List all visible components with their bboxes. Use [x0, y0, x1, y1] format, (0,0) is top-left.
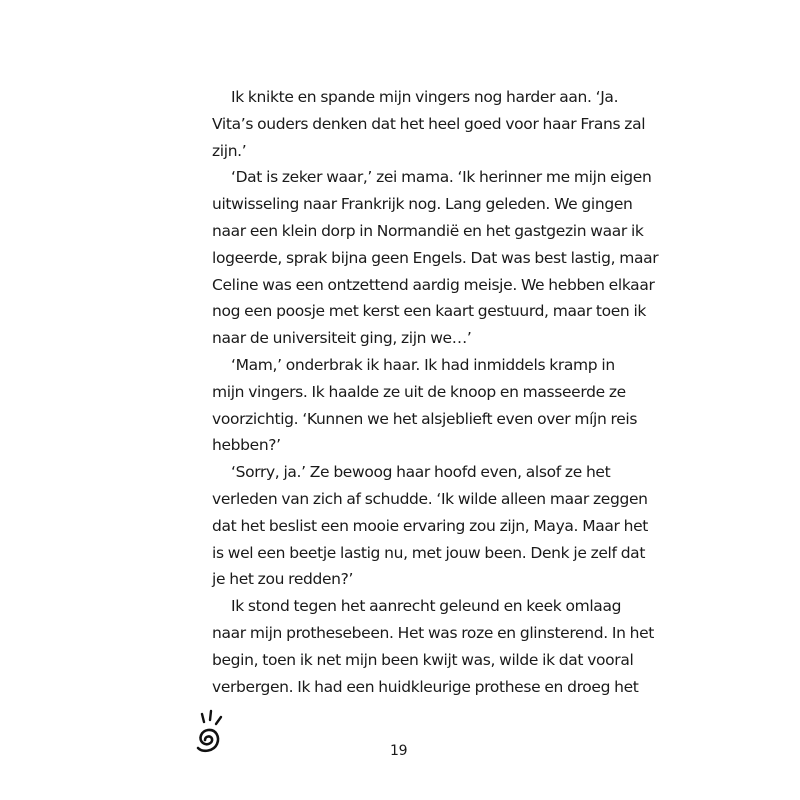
text-line: mijn vingers. Ik haalde ze uit de knoop en masseerde ze — [212, 382, 626, 401]
text-line: uitwisseling naar Frankrijk nog. Lang geleden. We gingen — [212, 195, 633, 214]
text-line: naar de universiteit ging, zijn we…’ — [212, 329, 472, 348]
text-line: verleden van zich af schudde. ‘Ik wilde alleen maar zeggen — [212, 489, 648, 508]
paragraph — [212, 164, 659, 352]
page-number: 19 — [390, 743, 408, 759]
text-line: je het zou redden?’ — [212, 570, 354, 589]
text-line: ‘Dat is zeker waar,’ zei mama. ‘Ik herinner me mijn eigen — [231, 168, 652, 187]
text-line: Ik knikte en spande mijn vingers nog harder aan. ‘Ja. — [231, 88, 619, 106]
text-line: Celine was een ontzettend aardig meisje. We hebben elkaar — [212, 275, 655, 294]
text-line: voorzichtig. ‘Kunnen we het alsjeblieft even over míjn reis — [212, 409, 638, 428]
text-line: naar een klein dorp in Normandië en het gastgezin waar ik — [212, 221, 644, 240]
text-line: hebben?’ — [212, 436, 281, 455]
text-line: nog een poosje met kerst een kaart gestuurd, maar toen ik — [212, 302, 647, 321]
text-line: dat het beslist een mooie ervaring zou zijn, Maya. Maar het — [212, 516, 649, 535]
text-line: begin, toen ik net mijn been kwijt was, wilde ik dat vooral — [212, 650, 634, 669]
text-line: naar mijn prothesebeen. Het was roze en glinsterend. In het — [212, 623, 655, 642]
text-line: Ik stond tegen het aanrecht geleund en keek omlaag — [231, 597, 622, 616]
paragraph — [212, 459, 649, 593]
paragraph — [212, 84, 646, 164]
paragraph — [212, 352, 638, 459]
text-line: zijn.’ — [212, 141, 247, 160]
paragraph — [212, 593, 655, 700]
text-line: logeerde, sprak bijna geen Engels. Dat was best lastig, maar — [212, 248, 659, 267]
body-text — [212, 84, 659, 700]
text-line: ‘Mam,’ onderbrak ik haar. Ik had inmiddels kramp in — [231, 355, 615, 374]
text-line: is wel een beetje lastig nu, met jouw been. Denk je zelf dat — [212, 543, 646, 562]
text-line: ‘Sorry, ja.’ Ze bewoog haar hoofd even, alsof ze het — [231, 463, 611, 482]
text-line: Vita’s ouders denken dat het heel goed voor haar Frans zal — [212, 114, 646, 133]
text-line: verbergen. Ik had een huidkleurige prothese en droeg het — [212, 677, 639, 696]
swirl-icon — [190, 708, 234, 760]
